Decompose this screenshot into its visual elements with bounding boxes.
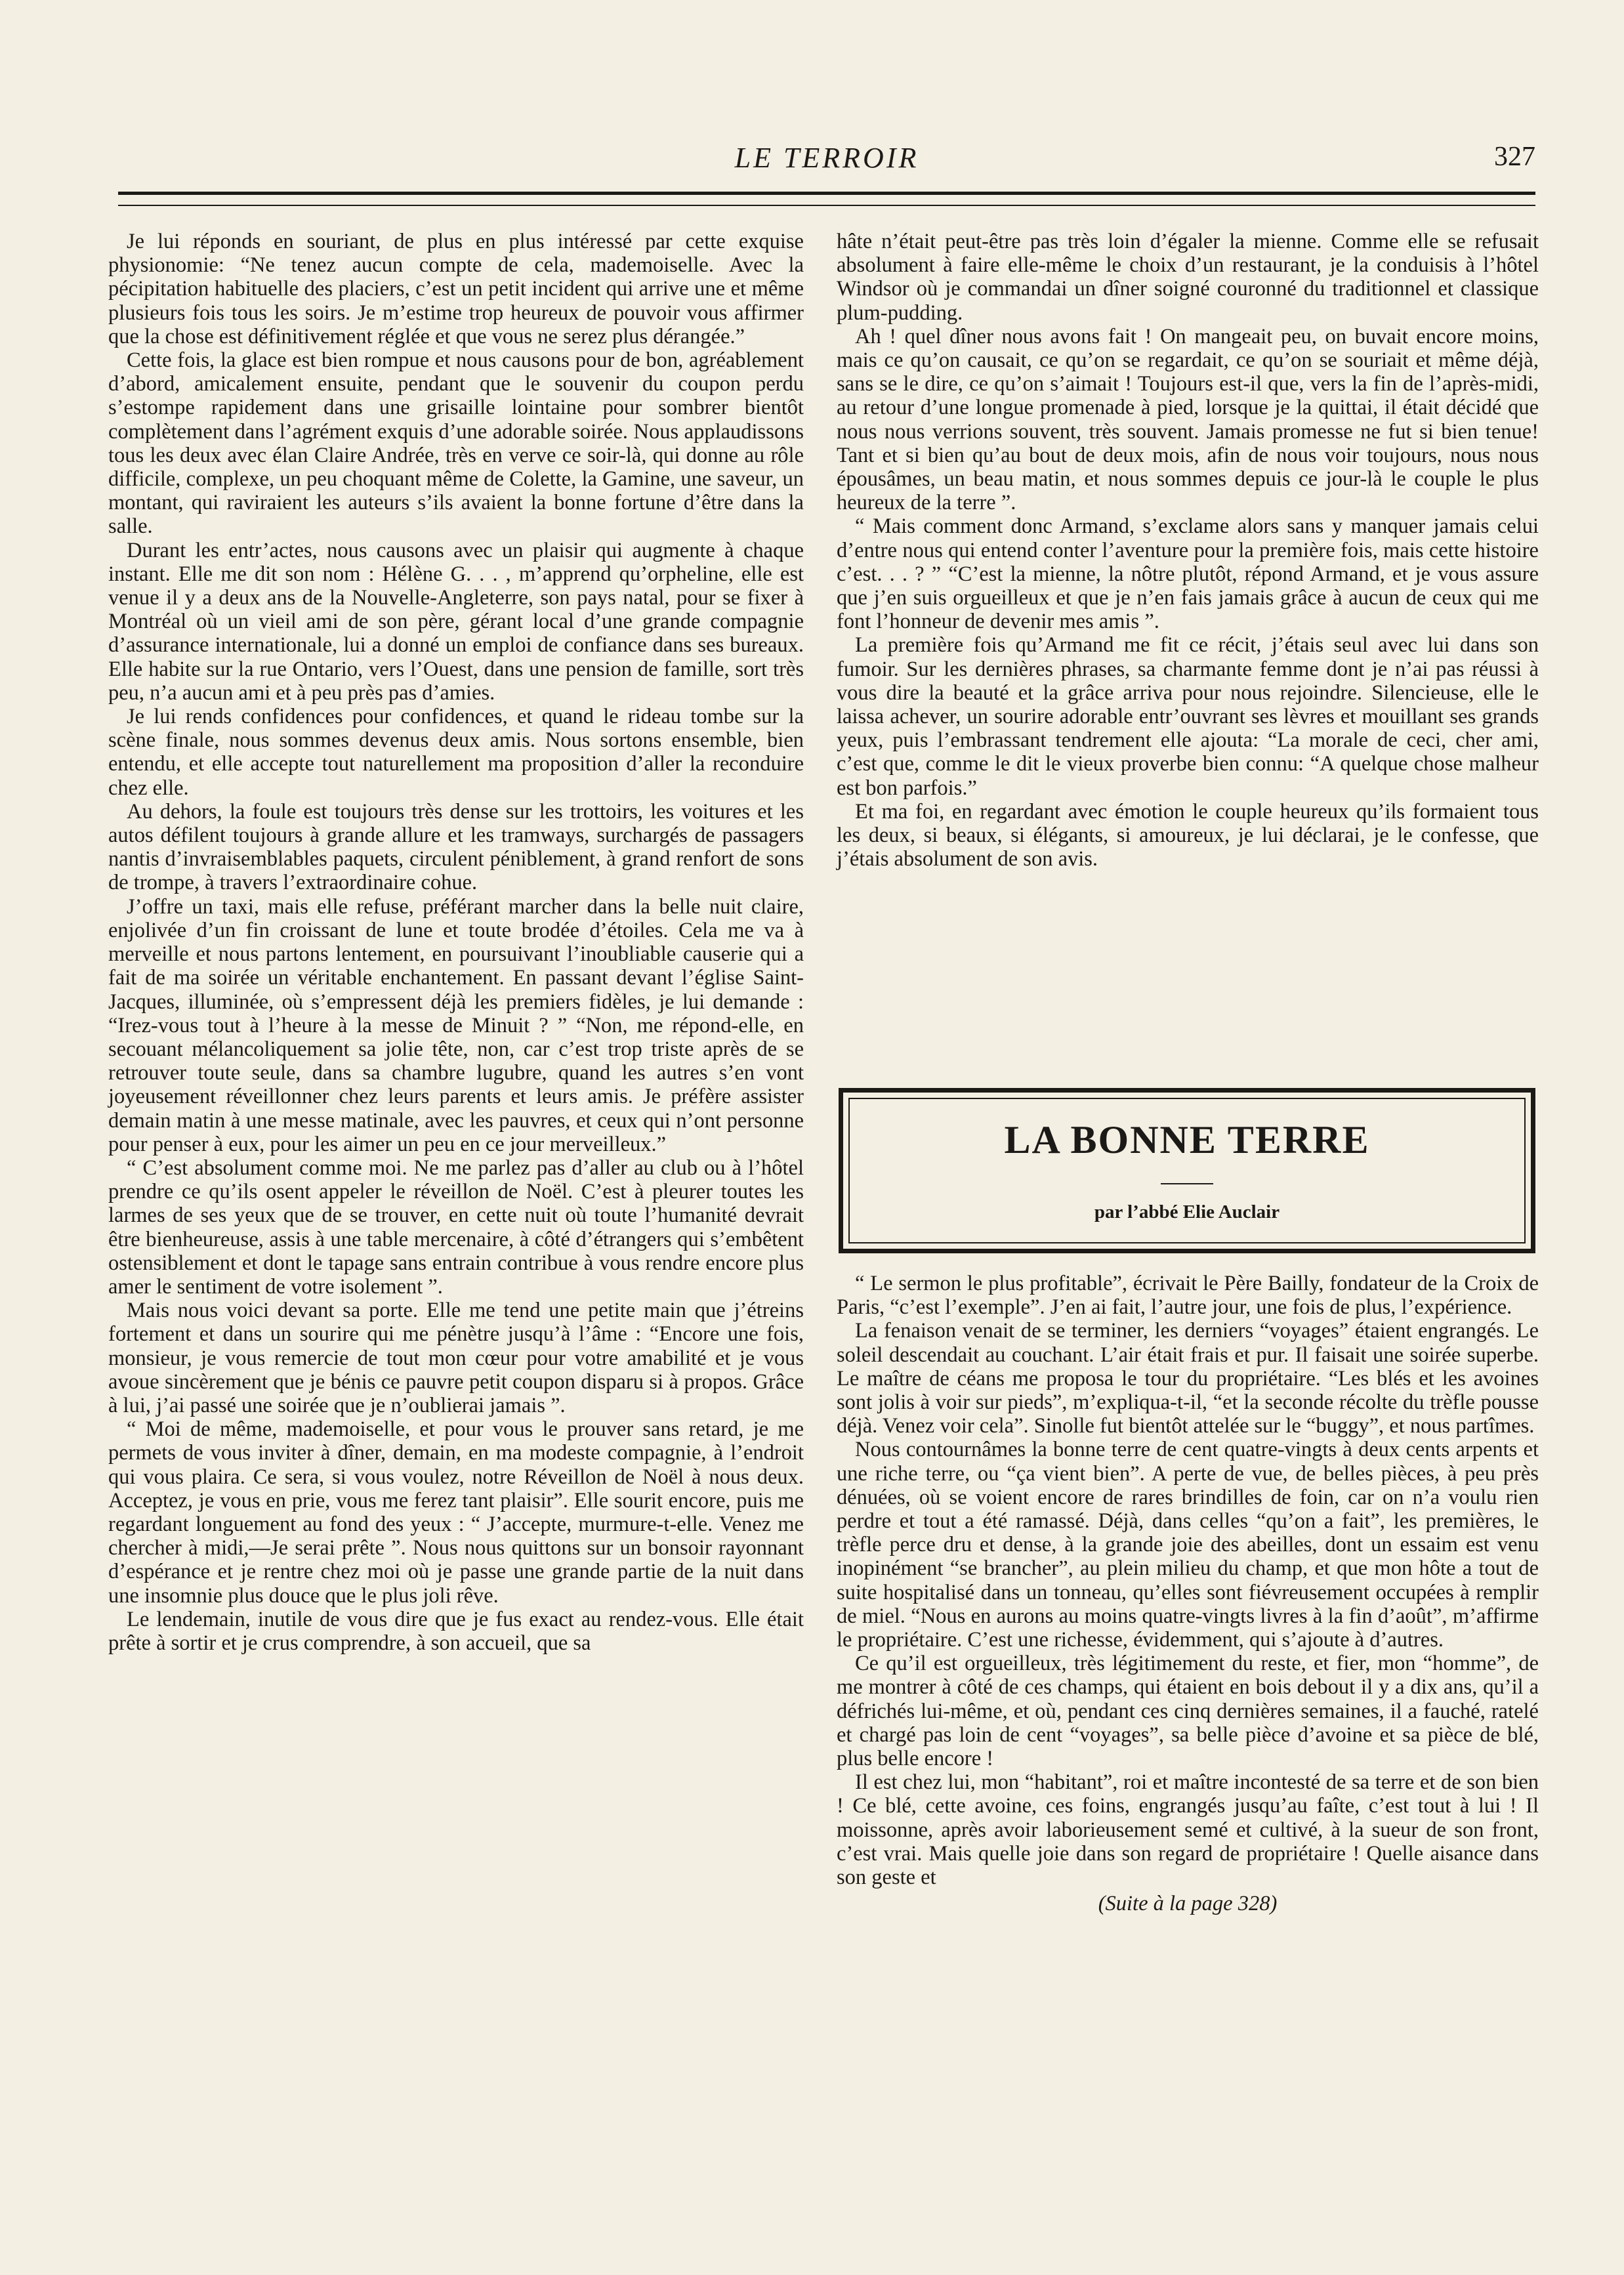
article-byline: par l’abbé Elie Auclair (1094, 1201, 1280, 1222)
paragraph: “ Le sermon le plus profitable”, écrivait le Père Bailly, fondateur de la Croix de Paris, “c’est l’exemple”. J’en ai fait, l’autre jour, une fois de plus, l’expérience. (837, 1272, 1539, 1320)
page-number: 327 (1494, 142, 1535, 172)
paragraph: Ce qu’il est orgueilleux, très légitimement du reste, et fier, mon “homme”, de me montrer à côté de ces champs, qui étaient en bois debout il y a dix ans, qu’il a défrichés lui-même, et où, pendant ces cinq dernières semaines, il a fauché, ratelé et chargé pas loin de cent “voyages”, sa belle pièce d’avoine et sa pièce de blé, plus belle encore ! (837, 1652, 1539, 1771)
paragraph: Ah ! quel dîner nous avons fait ! On mangeait peu, on buvait encore moins, mais ce qu’on causait, ce qu’on se regardait, ce qu’on se souriait et même déjà, sans se le dire, ce qu’on s’aimait ! Toujours est-il que, vers la fin de l’après-midi, au retour d’une longue promenade à pied, lorsque je la quittai, il était décidé que nous nous verrions souvent, très souvent. Jamais promesse ne fut si bien tenue! Tant et si bien qu’au bout de deux mois, afin de nous voir toujours, nous nous épousâmes, un beau matin, et nous sommes depuis ce jour-là le couple le plus heureux de la terre ”. (837, 324, 1539, 515)
paragraph: hâte n’était peut-être pas très loin d’égaler la mienne. Comme elle se refusait absolument à faire elle-même le choix d’un restaurant, je la conduisis à l’hôtel Windsor où je commandai un dîner soigné couronné du traditionnel et classique plum-pudding. (837, 230, 1539, 325)
paragraph: Au dehors, la foule est toujours très dense sur les trottoirs, les voitures et les autos défilent toujours à grande allure et les tramways, surchargés de passagers nantis d’invraisemblables paquets, circulent péniblement, à grand renfort de sons de trompe, à travers l’extraordinaire cohue. (108, 799, 804, 895)
article-title-box (839, 1088, 1535, 1253)
paragraph: Je lui rends confidences pour confidences, et quand le rideau tombe sur la scène finale, nous sommes devenus deux amis. Nous sortons ensemble, bien entendu, et elle accepte tout naturellement ma proposition d’aller la reconduire chez elle. (108, 705, 804, 800)
article-title: LA BONNE TERRE (1004, 1118, 1370, 1161)
paragraph: Et ma foi, en regardant avec émotion le couple heureux qu’ils formaient tous les deux, si beaux, si élégants, si amoureux, je lui déclarai, je le confesse, que j’étais absolument de son avis. (837, 799, 1539, 871)
left-column (108, 230, 804, 1655)
paragraph: Durant les entr’actes, nous causons avec un plaisir qui augmente à chaque instant. Elle me dit son nom : Hélène G. . . , m’apprend qu’orpheline, elle est venue il y a deux ans de la Nouvelle-Angleterre, son pays natal, pour se fixer à Montréal où un vieil ami de son père, gérant local d’une grande compagnie d’assurance internationale, lui a donné un emploi de confiance dans ses bureaux. Elle habite sur la rue Ontario, vers l’Ouest, dans une pension de famille, sort très peu, n’a aucun ami et à peu près pas d’amies. (108, 538, 804, 705)
paragraph: Je lui réponds en souriant, de plus en plus intéressé par cette exquise physionomie: “Ne tenez aucun compte de cela, mademoiselle. Avec la pécipitation habituelle des placiers, c’est un petit incident qui arrive une et même plusieurs fois tous les soirs. Je m’estime trop heureux de pouvoir vous affirmer que la chose est définitivement réglée et que vous ne serez plus dérangée.” (108, 230, 804, 348)
paragraph: Mais nous voici devant sa porte. Elle me tend une petite main que j’étreins fortement et dans un sourire qui me pénètre jusqu’à l’âme : “Encore une fois, monsieur, je vous remercie de tout mon cœur pour votre amabilité et je vous avoue sincèrement que je bénis ce pauvre petit coupon disparu si à propos. Grâce à lui, j’ai passé une soirée que je n’oublierai jamais ”. (108, 1299, 804, 1417)
paragraph: Il est chez lui, mon “habitant”, roi et maître incontesté de sa terre et de son bien ! Ce blé, cette avoine, ces foins, engrangés jusqu’au faîte, c’est tout à lui ! Il moissonne, après avoir laborieusement semé et cultivé, à la sueur de son front, c’est vrai. Mais quelle joie dans son regard de propriétaire ! Quelle aisance dans son geste et (837, 1770, 1539, 1890)
title-divider (1161, 1183, 1213, 1184)
paragraph: Cette fois, la glace est bien rompue et nous causons pour de bon, agréablement d’abord, amicalement ensuite, pendant que le souvenir du coupon perdu s’estompe rapidement dans une grisaille lointaine pour sombrer bientôt complètement dans l’agrément exquis d’une adorable soirée. Nous applaudissons tous les deux avec élan Claire Andrée, très en verve ce soir-là, qui donne au rôle difficile, complexe, un peu choquant même de Colette, la Gamine, une saveur, un montant, qui raviraient les auteurs s’ils avaient la bonne fortune d’être dans la salle. (108, 348, 804, 539)
header-double-rule (118, 192, 1535, 206)
paragraph: La fenaison venait de se terminer, les derniers “voyages” étaient engrangés. Le soleil descendait au couchant. L’air était frais et pur. Il faisait une soirée superbe. Le maître de céans me proposa le tour du propriétaire. “Les blés et les avoines sont jolis à voir sur pieds”, m’expliqua-t-il, “et la seconde récolte du trèfle pousse déjà. Venez voir cela”. Sinolle fut bientôt attelée sur le “buggy”, et nous partîmes. (837, 1319, 1539, 1438)
continued-note: (Suite à la page 328) (1098, 1892, 1278, 1916)
paragraph: “ Moi de même, mademoiselle, et pour vous le prouver sans retard, je me permets de vous inviter à dîner, demain, en ma modeste compagnie, à l’endroit qui vous plaira. Ce sera, si vous voulez, notre Réveillon de Noël à nous deux. Acceptez, je vous en prie, vous me ferez tant plaisir”. Elle sourit encore, puis me regardant longuement au fond des yeux : “ J’accepte, murmure-t-elle. Venez me chercher à midi,—Je serai prête ”. Nous nous quittons sur un bonsoir rayonnant d’espérance et je rentre chez moi où je passe une grande partie de la nuit dans une insomnie plus douce que le plus joli rêve. (108, 1417, 804, 1608)
running-head (118, 135, 1535, 180)
paragraph: “ C’est absolument comme moi. Ne me parlez pas d’aller au club ou à l’hôtel prendre ce qu’ils osent appeler le réveillon de Noël. C’est à pleurer toutes les larmes de ses yeux que de se trouver, en cette nuit où toute l’humanité devrait être bienheureuse, assis à une table mercenaire, à côté d’étrangers qui s’embêtent ostensiblement et dont le tapage sans entrain contribue à vous rendre encore plus amer le sentiment de votre isolement ”. (108, 1156, 804, 1299)
right-column-top (837, 230, 1539, 871)
running-title: LE TERROIR (734, 142, 919, 174)
paragraph: J’offre un taxi, mais elle refuse, préférant marcher dans la belle nuit claire, enjolivée d’un fin croissant de lune et toute brodée d’étoiles. Cela me va à merveille et nous partons lentement, en poursuivant l’inoubliable causerie qui a fait de ma soirée un véritable enchantement. En passant devant l’église Saint-Jacques, illuminée, où s’empressent déjà les premiers fidèles, je lui demande : “Irez-vous tout à l’heure à la messe de Minuit ? ” “Non, me répond-elle, en secouant mélancoliquement sa jolie tête, non, car c’est trop triste après de se retrouver toute seule, dans sa chambre lugubre, quand les autres s’en vont joyeusement réveillonner chez leurs parents et leurs amis. Je préfère assister demain matin à une messe matinale, avec les pauvres, et ceux qui n’ont personne pour penser à eux, pour les aimer un peu en ce jour merveilleux.” (108, 894, 804, 1156)
paragraph: “ Mais comment donc Armand, s’exclame alors sans y manquer jamais celui d’entre nous qui entend conter l’aventure pour la première fois, mais cette histoire c’est. . . ? ” “C’est la mienne, la nôtre plutôt, répond Armand, et je vous assure que j’en suis orgueilleux et que je n’en fais jamais grâce à aucun de ceux qui me font l’honneur de devenir mes amis ”. (837, 514, 1539, 634)
paragraph: Le lendemain, inutile de vous dire que je fus exact au rendez-vous. Elle était prête à sortir et je crus comprendre, à son accueil, que sa (108, 1607, 804, 1655)
paragraph: Nous contournâmes la bonne terre de cent quatre-vingts à deux cents arpents et une riche terre, ou “ça vient bien”. A perte de vue, de belles pièces, à peu près dénuées, où se voient encore de rares brindilles de foin, car on n’a voulu rien perdre et tout a été ramassé. Déjà, dans celles “qu’on a fait”, les premières, le trèfle perce dru et dense, à la grande joie des abeilles, dont un essaim est venu inopinément “se brancher”, au plein milieu du champ, et que mon hôte a tout de suite hospitalisé dans un tonneau, qu’elles sont fiévreusement occupées à remplir de miel. “Nous en aurons au moins quatre-vingts livres à la fin d’août”, m’affirme le propriétaire. C’est une richesse, évidemment, qui s’ajoute à d’autres. (837, 1438, 1539, 1652)
right-column-bottom (837, 1272, 1539, 1915)
paragraph: La première fois qu’Armand me fit ce récit, j’étais seul avec lui dans son fumoir. Sur les dernières phrases, sa charmante femme dont je n’ai pas réussi à vous dire la beauté et la grâce arriva pour nous rejoindre. Silencieuse, elle le laissa achever, un sourire adorable entr’ouvrant ses lèvres et mouillant ses grands yeux, puis l’embrassant tendrement elle ajouta: “La morale de ceci, cher ami, c’est que, comme le dit le vieux proverbe bien connu: “A quelque chose malheur est bon parfois.” (837, 633, 1539, 800)
